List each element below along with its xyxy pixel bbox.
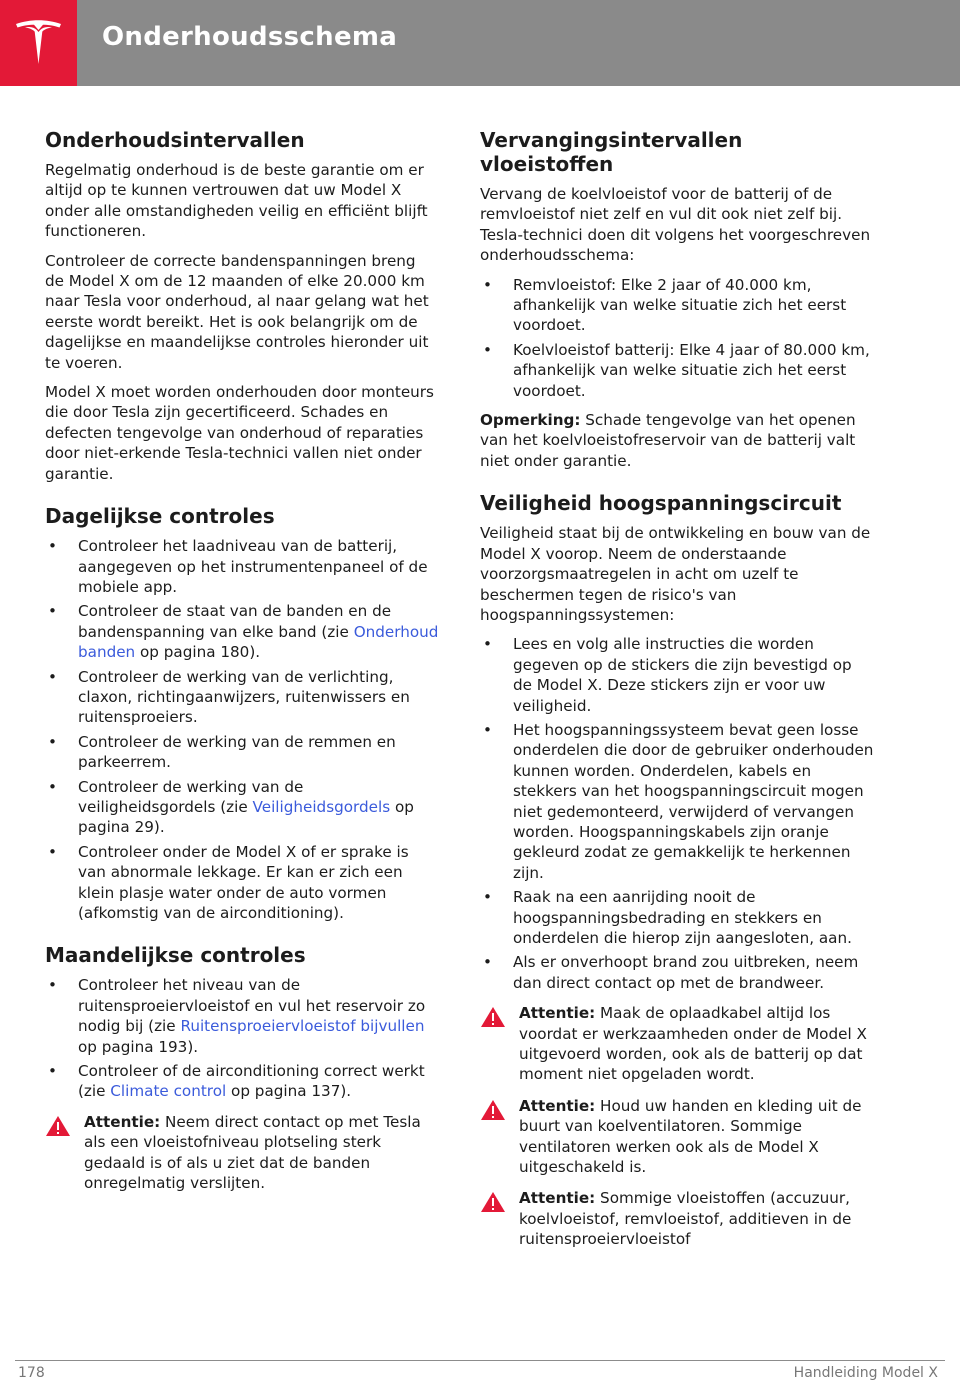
link-tire-maintenance[interactable]: Onderhoud banden bbox=[78, 622, 439, 662]
list-item: • Lees en volg alle instructies die worden gegeven op de stickers die zijn bevestigd op de Model X. Deze stickers zijn er voor uw veiligheid. bbox=[483, 635, 852, 715]
intervals-paragraph-3: Model X moet worden onderhouden door monteurs die door Tesla zijn gecertificeerd. Schades en defecten tengevolge van onderhoud of reparaties door niet-erkende Tesla-technici vallen niet onder garantie. bbox=[45, 383, 434, 483]
page-number: 178 bbox=[18, 1365, 45, 1381]
logo-block bbox=[0, 0, 77, 86]
page-title: Onderhoudsschema bbox=[102, 22, 398, 52]
list-item: • Controleer de werking van de veiligheidsgordels (zie Veiligheidsgordels op pagina 29). bbox=[48, 777, 414, 837]
link-seat-belts[interactable]: Veiligheidsgordels bbox=[252, 797, 391, 816]
list-item: • Het hoogspanningssysteem bevat geen losse onderdelen die door de gebruiker onderhouden kunnen worden. Onderdelen, kabels en stekkers van het hoogspanningscircuit mogen niet gedemonteerd, verwijderd of vervangen worden. Hoogspanningskabels zijn oranje gekleurd zodat ze gemakkelijk te herkennen zijn. bbox=[483, 720, 874, 882]
warning-icon bbox=[480, 1191, 506, 1213]
right-column bbox=[480, 128, 875, 1261]
warning-fluids: Attentie: Sommige vloeistoffen (accuzuur, koelvloeistof, remvloeistof, additieven in de ruitensproeiervloeistof bbox=[480, 1188, 875, 1249]
intervals-paragraph-2: Controleer de correcte bandenspanningen breng de Model X om de 12 maanden of elke 20.000 km naar Tesla voor onderhoud, al naar gelang wat het eerste wordt bereikt. Het is ook belangrijk om de dagelijkse en maandelijkse controles hieronder uit te voeren. bbox=[45, 251, 429, 372]
list-item: • Controleer het laadniveau van de batterij, aangegeven op het instrumentenpaneel of de mobiele app. bbox=[48, 537, 428, 596]
list-item: • Controleer de werking van de remmen en parkeerrem. bbox=[48, 732, 396, 772]
list-item: • Remvloeistof: Elke 2 jaar of 40.000 km, afhankelijk van welke situatie zich het eerst voordoet. bbox=[483, 275, 847, 335]
fluids-paragraph: Vervang de koelvloeistof voor de batterij of de remvloeistof niet zelf en vul dit ook niet zelf bij. Tesla-technici doen dit volgens het voorgeschreven onderhoudsschema: bbox=[480, 185, 871, 265]
warning-fluid-level: Attentie: Neem direct contact op met Tesla als een vloeistofniveau plotseling sterk gedaald is of als u ziet dat de banden onregelmatig verslijten. bbox=[45, 1112, 439, 1194]
fluids-heading: Vervangingsintervallen vloeistoffen bbox=[480, 128, 743, 176]
footer-divider bbox=[15, 1360, 945, 1361]
left-column bbox=[45, 128, 439, 1204]
link-washer-fluid[interactable]: Ruitensproeiervloeistof bijvullen bbox=[180, 1017, 425, 1036]
tesla-logo-icon bbox=[14, 18, 63, 68]
intervals-heading: Onderhoudsintervallen bbox=[45, 128, 305, 152]
page-header bbox=[0, 0, 960, 86]
daily-checks-heading: Dagelijkse controles bbox=[45, 504, 275, 529]
list-item: • Controleer de staat van de banden en de bandenspanning van elke band (zie Onderhoud banden op pagina 180). bbox=[48, 602, 439, 662]
list-item: • Controleer het niveau van de ruitensproeiervloeistof en vul het reservoir zo nodig bij (zie Ruitensproeiervloeistof bijvullen op pagina 193). bbox=[48, 976, 426, 1056]
high-voltage-paragraph: Veiligheid staat bij de ontwikkeling en bouw van de Model X voorop. Neem de onderstaande voorzorgsmaatregelen in acht om uzelf te beschermen tegen de risico's van hoogspanningssystemen: bbox=[480, 524, 871, 624]
monthly-checks-heading: Maandelijkse controles bbox=[45, 943, 306, 968]
list-item: • Controleer onder de Model X of er sprake is van abnormale lekkage. Er kan er zich een klein plasje water onder de auto vormen (afkomstig van de airconditioning). bbox=[48, 842, 409, 922]
list-item: • Koelvloeistof batterij: Elke 4 jaar of 80.000 km, afhankelijk van welke situatie zich het eerst voordoet. bbox=[483, 340, 870, 400]
high-voltage-heading: Veiligheid hoogspanningscircuit bbox=[480, 491, 842, 516]
warning-icon bbox=[480, 1006, 506, 1028]
fluids-note: Opmerking: Schade tengevolge van het openen van het koelvloeistofreservoir van de batterij valt niet onder garantie. bbox=[480, 411, 856, 470]
fluids-list bbox=[480, 275, 875, 401]
warning-icon bbox=[480, 1099, 506, 1121]
manual-title: Handleiding Model X bbox=[793, 1365, 938, 1381]
link-climate-control[interactable]: Climate control bbox=[110, 1082, 227, 1101]
list-item: • Als er onverhoopt brand zou uitbreken, neem dan direct contact op met de brandweer. bbox=[483, 953, 859, 992]
list-item: • Raak na een aanrijding nooit de hoogspanningsbedrading en stekkers en onderdelen die hierop zijn aangesloten, aan. bbox=[483, 888, 852, 947]
list-item: • Controleer de werking van de verlichting, claxon, richtingaanwijzers, ruitenwissers en ruitensproeiers. bbox=[48, 667, 410, 727]
monthly-checks-list bbox=[45, 975, 439, 1101]
warning-cooling-fans: Attentie: Houd uw handen en kleding uit de buurt van koelventilatoren. Sommige ventilatoren werken ook als de Model X uitgeschakeld is. bbox=[480, 1096, 875, 1178]
list-item: • Controleer of de airconditioning correct werkt (zie Climate control op pagina 137). bbox=[48, 1062, 425, 1101]
daily-checks-list bbox=[45, 536, 439, 923]
warning-charge-cable: Attentie: Maak de oplaadkabel altijd los voordat er werkzaamheden onder de Model X uitgevoerd worden, ook als de batterij op dat moment niet opgeladen wordt. bbox=[480, 1003, 875, 1085]
intervals-paragraph-1: Regelmatig onderhoud is de beste garantie om er altijd op te kunnen vertrouwen dat uw Model X onder alle omstandigheden veilig en efficiënt blijft functioneren. bbox=[45, 161, 428, 241]
high-voltage-list bbox=[480, 634, 875, 993]
warning-icon bbox=[45, 1115, 71, 1137]
